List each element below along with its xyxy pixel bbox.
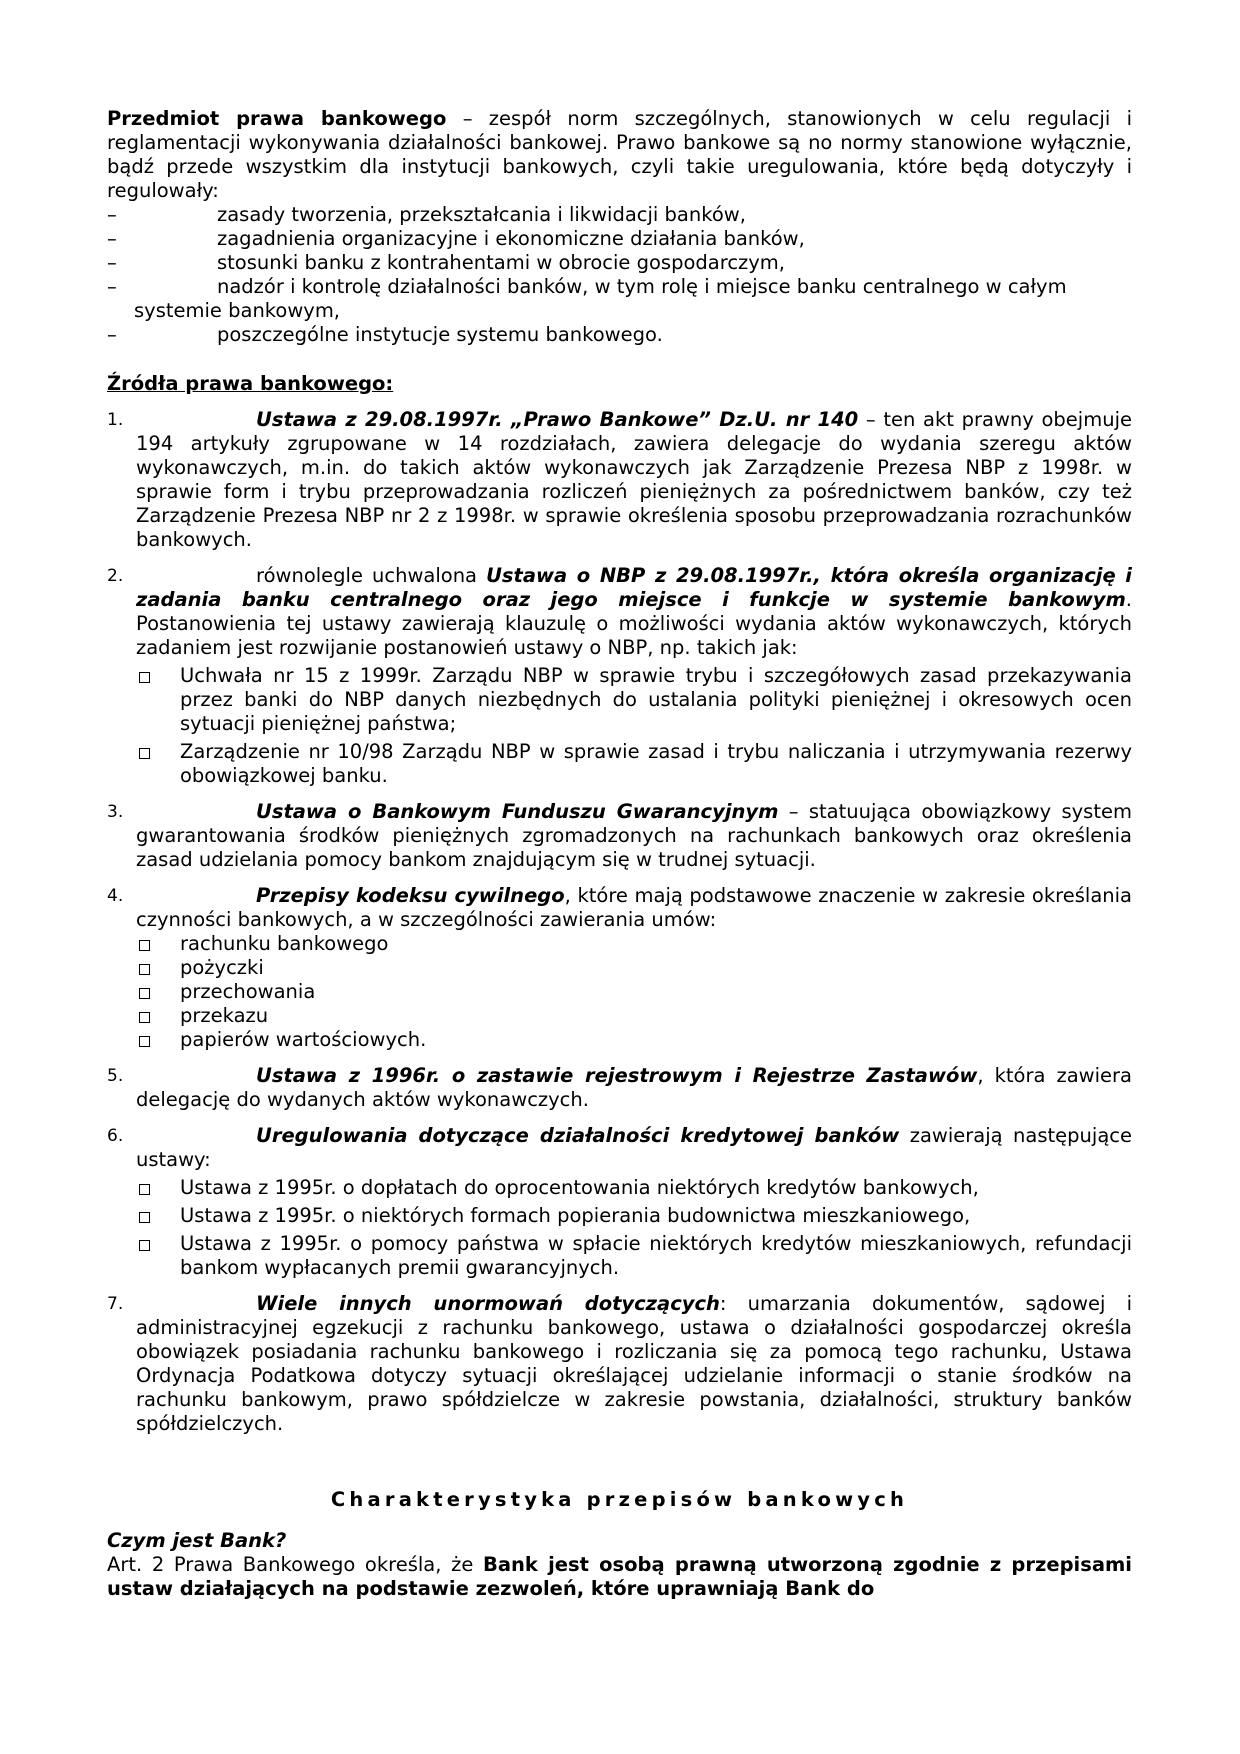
- dash-marker: –: [107, 203, 117, 226]
- list-item: Uchwała nr 15 z 1999r. Zarządu NBP w sprawie trybu i szczegółowych zasad przekazywania przez banki do NBP danych niezbędnych do ustalania polityki pieniężnej i okresowych ocen sytuacji pieniężnej państwa;: [107, 664, 1132, 736]
- list-item: rachunku bankowego: [107, 932, 1132, 956]
- item-number: 5.: [107, 1066, 124, 1086]
- source-item-1: 1. Ustawa z 29.08.1997r. „Prawo Bankowe” Dz.U. nr 140 – ten akt prawny obejmuje 194 artykuły zgrupowane w 14 rozdziałach, zawiera delegacje do wydania szeregu aktów wykonawczych, m.in. do takich aktów wykonawczych jak Zarządzenie Prezesa NBP z 1998r. w sprawie form i trybu przeprowadzania rozliczeń pieniężnych za pośrednictwem banków, czy też Zarządzenie Prezesa NBP nr 2 z 1998r. w sprawie określenia sposobu przeprowadzania rozrachunków bankowych.: [107, 408, 1132, 551]
- source-item-7: 7. Wiele innych unormowań dotyczących: umarzania dokumentów, sądowej i administracyjnej egzekucji z rachunku bankowego, ustawa o działalności gospodarczej określa obowiązek posiadania rachunku bankowego i rozliczania się za pomocą tego rachunku, Ustawa Ordynacja Podatkowa dotyczy sytuacji określającej udzielanie informacji o stanie środków na rachunku bankowym, prawo spółdzielcze w zakresie powstania, działalności, struktury banków spółdzielczych.: [107, 1292, 1132, 1435]
- item-number: 7.: [107, 1294, 124, 1314]
- list-item: przekazu: [107, 1004, 1132, 1028]
- source-item-3: 3. Ustawa o Bankowym Funduszu Gwarancyjnym – statuująca obowiązkowy system gwarantowania środków pieniężnych zgromadzonych na rachunkach bankowych oraz określenia zasad udzielania pomocy bankom znajdującym się w trudnej sytuacji.: [107, 800, 1132, 871]
- item-number: 6.: [107, 1126, 124, 1146]
- source-item-2: 2. równolegle uchwalona Ustawa o NBP z 29.08.1997r., która określa organizację i zadania banku centralnego oraz jego miejsce i funkcje w systemie bankowym. Postanowienia tej ustawy zawierają klauzulę o możliwości wydania aktów wykonawczych, których zadaniem jest rozwijanie postanowień ustawy o NBP, np. takich jak:: [107, 564, 1132, 659]
- list-item: – zasady tworzenia, przekształcania i likwidacji banków,: [107, 203, 746, 226]
- list-item: – zagadnienia organizacyjne i ekonomiczne działania banków,: [107, 227, 805, 250]
- checkbox-bullet-icon: [139, 1036, 150, 1047]
- checkbox-bullet-icon: [139, 672, 150, 683]
- document-body: [107, 107, 1132, 1601]
- item-number: 4.: [107, 886, 124, 906]
- checkbox-bullet-icon: [139, 748, 150, 759]
- dash-marker: –: [107, 275, 117, 298]
- checkbox-bullet-icon: [139, 940, 150, 951]
- scope-list: [107, 203, 1132, 347]
- list-item: Ustawa z 1995r. o niektórych formach popierania budownictwa mieszkaniowego,: [107, 1204, 1132, 1228]
- sources-heading: Źródła prawa bankowego:: [107, 372, 394, 395]
- list-item: przechowania: [107, 980, 1132, 1004]
- checkbox-bullet-icon: [139, 1240, 150, 1251]
- dash-marker: –: [107, 323, 117, 346]
- intro-text: – zespół norm szczególnych, stanowionych w celu regulacji i reglamentacji wykonywania działalności bankowej. Prawo bankowe są no normy stanowione wyłącznie, bądź przede wszystkim dla instytucji bankowych, czyli takie uregulowania, które będą dotyczyły i regulowały:: [107, 107, 1132, 202]
- item-number: 2.: [107, 566, 124, 586]
- intro-term: Przedmiot prawa bankowego: [107, 107, 447, 130]
- item-number: 1.: [107, 410, 124, 430]
- source-item-4: 4. Przepisy kodeksu cywilnego, które mają podstawowe znaczenie w zakresie określania czynności bankowych, a w szczególności zawierania umów:: [107, 884, 1132, 931]
- list-item: – stosunki banku z kontrahentami w obrocie gospodarczym,: [107, 251, 786, 274]
- intro-paragraph: [107, 107, 1132, 203]
- definition-paragraph: Art. 2 Prawa Bankowego określa, że Bank jest osobą prawną utworzoną zgodnie z przepisami ustaw działających na podstawie zezwoleń, które uprawniają Bank do: [107, 1553, 1132, 1600]
- list-item: papierów wartościowych.: [107, 1028, 1132, 1052]
- checkbox-bullet-icon: [139, 964, 150, 975]
- item-number: 3.: [107, 802, 124, 822]
- checkbox-bullet-icon: [139, 1012, 150, 1023]
- source-item-5: 5. Ustawa z 1996r. o zastawie rejestrowym i Rejestrze Zastawów, która zawiera delegację do wydanych aktów wykonawczych.: [107, 1064, 1132, 1111]
- list-item: Ustawa z 1995r. o dopłatach do oprocentowania niektórych kredytów bankowych,: [107, 1176, 1132, 1200]
- dash-marker: –: [107, 227, 117, 250]
- dash-marker: –: [107, 251, 117, 274]
- list-item: – poszczególne instytucje systemu bankowego.: [107, 323, 663, 346]
- list-item: pożyczki: [107, 956, 1132, 980]
- list-item: Ustawa z 1995r. o pomocy państwa w spłacie niektórych kredytów mieszkaniowych, refundacji bankom wypłacanych premii gwarancyjnych.: [107, 1232, 1132, 1280]
- source-item-6: 6. Uregulowania dotyczące działalności kredytowej banków zawierają następujące ustawy:: [107, 1124, 1132, 1171]
- checkbox-bullet-icon: [139, 988, 150, 999]
- section-title: Charakterystyka przepisów bankowych: [330, 1488, 909, 1511]
- checkbox-bullet-icon: [139, 1184, 150, 1195]
- list-item: Zarządzenie nr 10/98 Zarządu NBP w sprawie zasad i trybu naliczania i utrzymywania rezerwy obowiązkowej banku.: [107, 740, 1132, 788]
- checkbox-bullet-icon: [139, 1212, 150, 1223]
- list-item: – nadzór i kontrolę działalności banków, w tym rolę i miejsce banku centralnego w całym systemie bankowym,: [107, 275, 1067, 322]
- question-heading: Czym jest Bank?: [107, 1529, 287, 1552]
